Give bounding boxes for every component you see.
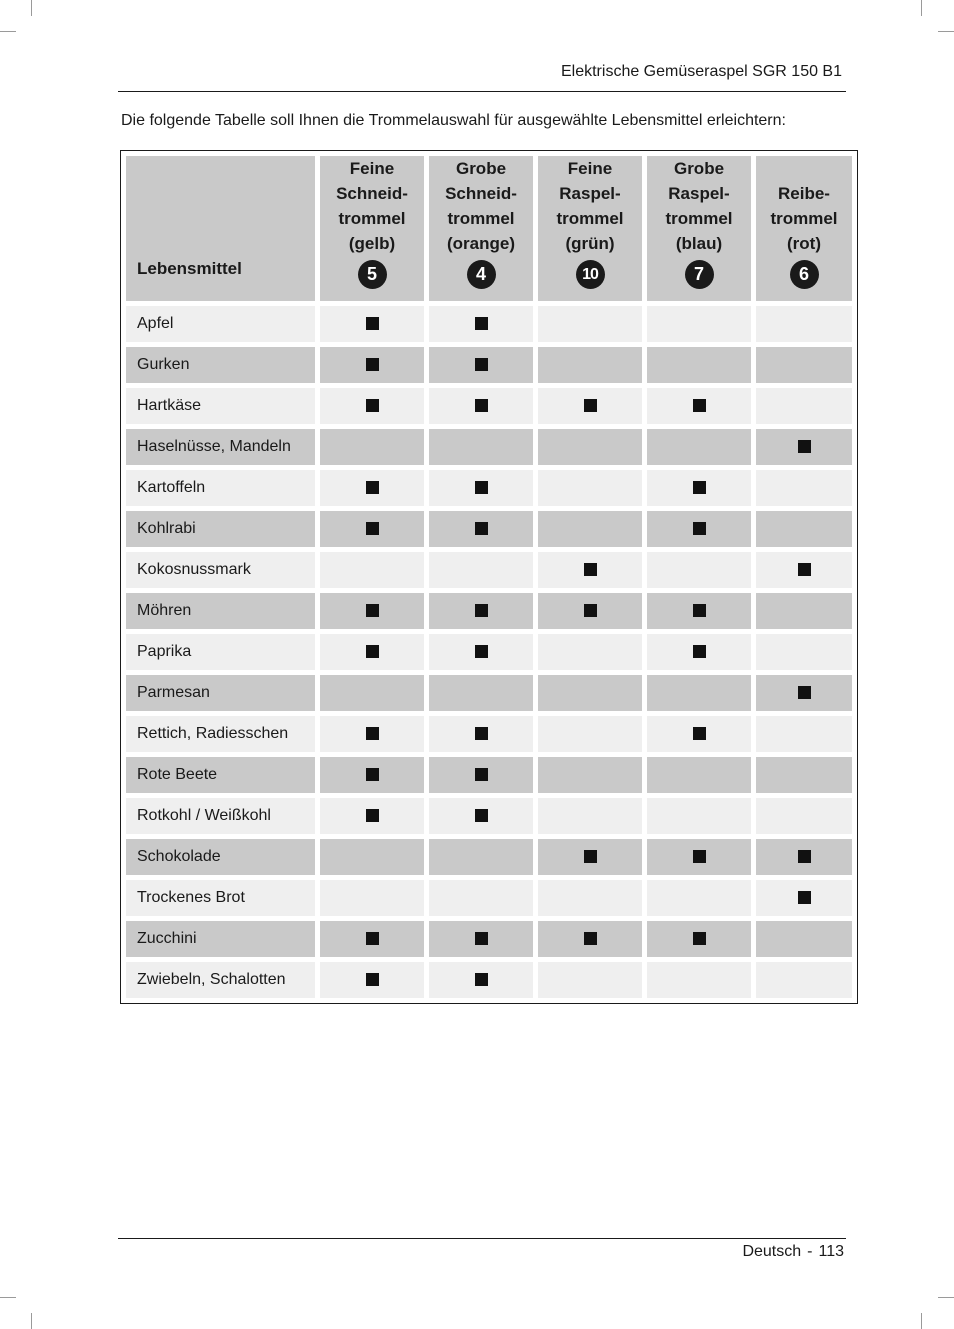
- filled-square-icon: [693, 727, 706, 740]
- drum-column-header: [538, 156, 642, 301]
- food-name-cell: Apfel: [126, 306, 315, 342]
- drum-mark-cell: [320, 962, 424, 998]
- crop-mark: [0, 31, 16, 32]
- drum-mark-cell: [756, 470, 852, 506]
- filled-square-icon: [798, 440, 811, 453]
- filled-square-icon: [475, 399, 488, 412]
- table-row: [126, 429, 852, 465]
- filled-square-icon: [366, 317, 379, 330]
- drum-mark-cell: [756, 839, 852, 875]
- drum-mark-cell: [647, 347, 751, 383]
- drum-mark-cell: [429, 347, 533, 383]
- drum-mark-cell: [429, 511, 533, 547]
- table-row: [126, 880, 852, 916]
- drum-mark-cell: [538, 675, 642, 711]
- table-row: [126, 839, 852, 875]
- drum-mark-cell: [647, 880, 751, 916]
- drum-mark-cell: [647, 675, 751, 711]
- drum-number-badge: 4: [467, 260, 496, 289]
- drum-mark-cell: [320, 634, 424, 670]
- drum-mark-cell: [429, 839, 533, 875]
- crop-mark: [938, 1297, 954, 1298]
- filled-square-icon: [475, 645, 488, 658]
- drum-mark-cell: [320, 347, 424, 383]
- drum-mark-cell: [320, 839, 424, 875]
- drum-mark-cell: [538, 470, 642, 506]
- drum-mark-cell: [429, 880, 533, 916]
- food-name-cell: Rettich, Radiesschen: [126, 716, 315, 752]
- drum-header-line: Grobe: [455, 159, 507, 178]
- drum-mark-cell: [320, 552, 424, 588]
- filled-square-icon: [693, 932, 706, 945]
- drum-mark-cell: [538, 716, 642, 752]
- drum-mark-cell: [538, 429, 642, 465]
- drum-mark-cell: [756, 716, 852, 752]
- drum-header-line: trommel: [556, 209, 624, 228]
- drum-mark-cell: [538, 880, 642, 916]
- drum-mark-cell: [538, 634, 642, 670]
- food-column-header: Lebensmittel: [126, 156, 315, 301]
- drum-header-line: Schneid-: [445, 184, 517, 203]
- drum-mark-cell: [538, 757, 642, 793]
- food-name-cell: Parmesan: [126, 675, 315, 711]
- drum-mark-cell: [429, 593, 533, 629]
- drum-mark-cell: [429, 388, 533, 424]
- food-name-cell: Haselnüsse, Mandeln: [126, 429, 315, 465]
- table-row: [126, 757, 852, 793]
- food-name-cell: Gurken: [126, 347, 315, 383]
- drum-mark-cell: [647, 511, 751, 547]
- filled-square-icon: [693, 522, 706, 535]
- drum-mark-cell: [538, 921, 642, 957]
- food-name-cell: Kohlrabi: [126, 511, 315, 547]
- drum-header-line: trommel: [447, 209, 515, 228]
- drum-header-line: trommel: [770, 209, 838, 228]
- food-name-cell: Möhren: [126, 593, 315, 629]
- drum-mark-cell: [538, 798, 642, 834]
- header-rule: [118, 91, 846, 92]
- drum-mark-cell: [320, 593, 424, 629]
- drum-number-badge: 6: [790, 260, 819, 289]
- drum-column-header: [756, 156, 852, 301]
- drum-mark-cell: [538, 593, 642, 629]
- filled-square-icon: [475, 727, 488, 740]
- filled-square-icon: [366, 973, 379, 986]
- filled-square-icon: [798, 891, 811, 904]
- crop-mark: [31, 0, 32, 16]
- drum-header-line: Feine: [349, 159, 395, 178]
- drum-mark-cell: [429, 757, 533, 793]
- drum-header-line: (gelb): [348, 234, 396, 253]
- drum-mark-cell: [538, 552, 642, 588]
- drum-mark-cell: [320, 470, 424, 506]
- filled-square-icon: [798, 686, 811, 699]
- filled-square-icon: [475, 481, 488, 494]
- table-row: [126, 962, 852, 998]
- drum-mark-cell: [429, 306, 533, 342]
- drum-header-line: (rot): [787, 234, 821, 253]
- drum-mark-cell: [429, 921, 533, 957]
- table-row: [126, 388, 852, 424]
- filled-square-icon: [366, 645, 379, 658]
- food-name-cell: Paprika: [126, 634, 315, 670]
- drum-header-line: trommel: [338, 209, 406, 228]
- drum-mark-cell: [429, 429, 533, 465]
- drum-mark-cell: [320, 921, 424, 957]
- drum-mark-cell: [756, 388, 852, 424]
- drum-mark-cell: [647, 716, 751, 752]
- table-row: [126, 921, 852, 957]
- filled-square-icon: [475, 317, 488, 330]
- food-name-cell: Rote Beete: [126, 757, 315, 793]
- drum-mark-cell: [320, 675, 424, 711]
- filled-square-icon: [366, 522, 379, 535]
- drum-mark-cell: [320, 511, 424, 547]
- drum-mark-cell: [320, 388, 424, 424]
- filled-square-icon: [693, 604, 706, 617]
- food-name-cell: Trockenes Brot: [126, 880, 315, 916]
- drum-mark-cell: [538, 511, 642, 547]
- filled-square-icon: [475, 768, 488, 781]
- page-footer: [742, 1243, 844, 1261]
- drum-mark-cell: [429, 470, 533, 506]
- drum-header-line: Grobe: [673, 159, 725, 178]
- table-row: [126, 634, 852, 670]
- drum-header-line: (blau): [675, 234, 723, 253]
- drum-selection-table: [120, 150, 858, 1004]
- drum-mark-cell: [647, 306, 751, 342]
- drum-mark-cell: [320, 798, 424, 834]
- table-row: [126, 716, 852, 752]
- food-name-cell: Rotkohl / Weißkohl: [126, 798, 315, 834]
- crop-mark: [0, 1297, 16, 1298]
- drum-mark-cell: [429, 716, 533, 752]
- drum-mark-cell: [756, 757, 852, 793]
- drum-mark-cell: [756, 511, 852, 547]
- drum-mark-cell: [756, 880, 852, 916]
- filled-square-icon: [366, 768, 379, 781]
- drum-mark-cell: [429, 962, 533, 998]
- filled-square-icon: [693, 481, 706, 494]
- filled-square-icon: [366, 604, 379, 617]
- drum-mark-cell: [756, 798, 852, 834]
- table-row: [126, 593, 852, 629]
- intro-text: Die folgende Tabelle soll Ihnen die Trommelauswahl für ausgewählte Lebensmittel erleichtern:: [121, 112, 786, 129]
- table-header-row: [126, 156, 852, 301]
- filled-square-icon: [475, 932, 488, 945]
- drum-mark-cell: [647, 921, 751, 957]
- drum-mark-cell: [538, 388, 642, 424]
- drum-mark-cell: [647, 552, 751, 588]
- drum-mark-cell: [429, 634, 533, 670]
- drum-mark-cell: [320, 880, 424, 916]
- food-name-cell: Kokosnussmark: [126, 552, 315, 588]
- crop-mark: [921, 1313, 922, 1329]
- drum-mark-cell: [756, 552, 852, 588]
- drum-mark-cell: [647, 962, 751, 998]
- filled-square-icon: [475, 522, 488, 535]
- drum-mark-cell: [756, 962, 852, 998]
- drum-header-line: (grün): [565, 234, 615, 253]
- table-row: [126, 675, 852, 711]
- table-row: [126, 470, 852, 506]
- drum-mark-cell: [538, 839, 642, 875]
- running-header: Elektrische Gemüseraspel SGR 150 B1: [560, 63, 842, 80]
- drum-header-line: Raspel-: [559, 184, 621, 203]
- filled-square-icon: [584, 399, 597, 412]
- footer-rule: [118, 1238, 846, 1239]
- filled-square-icon: [584, 932, 597, 945]
- crop-mark: [921, 0, 922, 16]
- filled-square-icon: [366, 727, 379, 740]
- food-name-cell: Kartoffeln: [126, 470, 315, 506]
- drum-header-line: Feine: [567, 159, 613, 178]
- filled-square-icon: [366, 358, 379, 371]
- crop-mark: [938, 31, 954, 32]
- drum-column-header: [320, 156, 424, 301]
- drum-mark-cell: [647, 470, 751, 506]
- drum-column-header: [647, 156, 751, 301]
- filled-square-icon: [693, 850, 706, 863]
- drum-mark-cell: [647, 429, 751, 465]
- drum-mark-cell: [320, 757, 424, 793]
- page-number: 113: [818, 1243, 844, 1260]
- food-name-cell: Zwiebeln, Schalotten: [126, 962, 315, 998]
- drum-mark-cell: [320, 716, 424, 752]
- table-row: [126, 306, 852, 342]
- drum-mark-cell: [647, 798, 751, 834]
- drum-header-line: Raspel-: [668, 184, 730, 203]
- filled-square-icon: [798, 563, 811, 576]
- filled-square-icon: [475, 604, 488, 617]
- filled-square-icon: [475, 358, 488, 371]
- drum-number-badge: 7: [685, 260, 714, 289]
- table-row: [126, 511, 852, 547]
- drum-header-line: (orange): [447, 234, 515, 253]
- drum-mark-cell: [320, 429, 424, 465]
- drum-mark-cell: [647, 839, 751, 875]
- drum-header-line: Reibe-: [778, 184, 830, 203]
- filled-square-icon: [366, 481, 379, 494]
- filled-square-icon: [798, 850, 811, 863]
- crop-mark: [31, 1313, 32, 1329]
- filled-square-icon: [584, 563, 597, 576]
- filled-square-icon: [693, 399, 706, 412]
- footer-language: Deutsch: [742, 1243, 802, 1260]
- table-body: [126, 306, 852, 998]
- filled-square-icon: [584, 604, 597, 617]
- drum-mark-cell: [756, 593, 852, 629]
- filled-square-icon: [475, 809, 488, 822]
- drum-mark-cell: [756, 306, 852, 342]
- food-name-cell: Schokolade: [126, 839, 315, 875]
- table-row: [126, 798, 852, 834]
- drum-mark-cell: [429, 798, 533, 834]
- drum-header-line: trommel: [665, 209, 733, 228]
- filled-square-icon: [366, 932, 379, 945]
- footer-separator: -: [807, 1243, 813, 1260]
- drum-header-line: Schneid-: [336, 184, 408, 203]
- drum-mark-cell: [538, 306, 642, 342]
- drum-mark-cell: [756, 921, 852, 957]
- table-row: [126, 552, 852, 588]
- filled-square-icon: [366, 809, 379, 822]
- drum-number-badge: 10: [576, 260, 605, 289]
- filled-square-icon: [475, 973, 488, 986]
- food-name-cell: Zucchini: [126, 921, 315, 957]
- drum-number-badge: 5: [358, 260, 387, 289]
- filled-square-icon: [693, 645, 706, 658]
- drum-mark-cell: [647, 388, 751, 424]
- drum-mark-cell: [538, 962, 642, 998]
- drum-column-header: [429, 156, 533, 301]
- filled-square-icon: [584, 850, 597, 863]
- drum-mark-cell: [538, 347, 642, 383]
- drum-mark-cell: [756, 347, 852, 383]
- drum-mark-cell: [647, 757, 751, 793]
- drum-mark-cell: [756, 634, 852, 670]
- filled-square-icon: [366, 399, 379, 412]
- drum-mark-cell: [647, 634, 751, 670]
- drum-mark-cell: [756, 675, 852, 711]
- drum-mark-cell: [756, 429, 852, 465]
- drum-mark-cell: [647, 593, 751, 629]
- drum-mark-cell: [429, 675, 533, 711]
- drum-mark-cell: [429, 552, 533, 588]
- drum-mark-cell: [320, 306, 424, 342]
- table-row: [126, 347, 852, 383]
- food-name-cell: Hartkäse: [126, 388, 315, 424]
